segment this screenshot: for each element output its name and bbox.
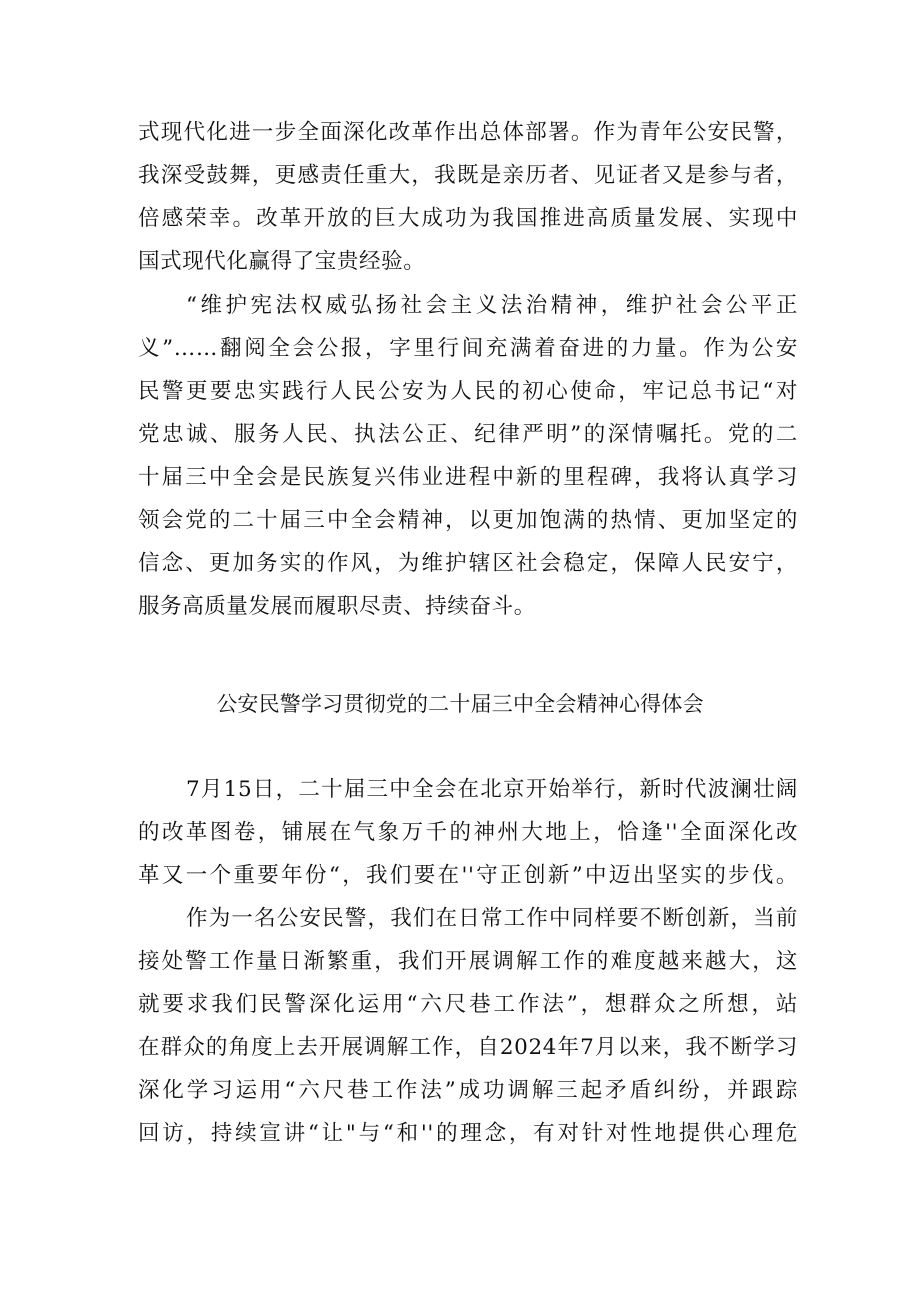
paragraph-line: 国式现代化赢得了宝贵经验。	[138, 249, 426, 274]
paragraph-line: 就要求我们民警深化运用“六尺巷工作法”，想群众之所想，站	[138, 992, 798, 1017]
paragraph-line: 接处警工作量日渐繁重，我们开展调解工作的难度越来越大，这	[138, 949, 798, 974]
article-heading: 公安民警学习贯彻党的二十届三中全会精神心得体会	[216, 692, 704, 716]
paragraph-line: 领会党的二十届三中全会精神，以更加饱满的热情、更加坚定的	[138, 508, 798, 533]
paragraph-line: 服务高质量发展而履职尽责、持续奋斗。	[138, 594, 536, 619]
paragraph-line: 作为一名公安民警，我们在日常工作中同样要不断创新，当前	[186, 906, 798, 931]
paragraph-line: 义”……翻阅全会公报，字里行间充满着奋进的力量。作为公安	[138, 336, 798, 361]
paragraph-line: 7月15日，二十届三中全会在北京开始举行，新时代波澜壮阔	[186, 777, 798, 802]
paragraph-line: “维护宪法权威弘扬社会主义法治精神，维护社会公平正	[186, 293, 798, 318]
paragraph-line: 十届三中全会是民族复兴伟业进程中新的里程碑，我将认真学习	[138, 465, 798, 490]
paragraph-line: 党忠诚、服务人民、执法公正、纪律严明”的深情嘱托。党的二	[138, 422, 798, 447]
paragraph-line: 民警更要忠实践行人民公安为人民的初心使命，牢记总书记“对	[138, 379, 798, 404]
paragraph-line: 回访，持续宣讲“让"与“和''的理念，有对针对性地提供心理危	[138, 1121, 798, 1146]
paragraph-line: 在群众的角度上去开展调解工作，自2024年7月以来，我不断学习	[138, 1035, 798, 1060]
paragraph-line: 革又一个重要年份“，我们要在''守正创新”中迈出坚实的步伐。	[138, 863, 798, 888]
paragraph-line: 我深受鼓舞，更感责任重大，我既是亲历者、见证者又是参与者，	[138, 163, 798, 188]
paragraph-line: 式现代化进一步全面深化改革作出总体部署。作为青年公安民警，	[138, 120, 798, 145]
paragraph-line: 深化学习运用“六尺巷工作法”成功调解三起矛盾纠纷，并跟踪	[138, 1078, 798, 1103]
paragraph-line: 倍感荣幸。改革开放的巨大成功为我国推进高质量发展、实现中	[138, 206, 798, 231]
paragraph-line: 信念、更加务实的作风，为维护辖区社会稳定，保障人民安宁，	[138, 551, 798, 576]
paragraph-line: 的改革图卷，铺展在气象万千的神州大地上，恰逢''全面深化改	[138, 820, 798, 845]
